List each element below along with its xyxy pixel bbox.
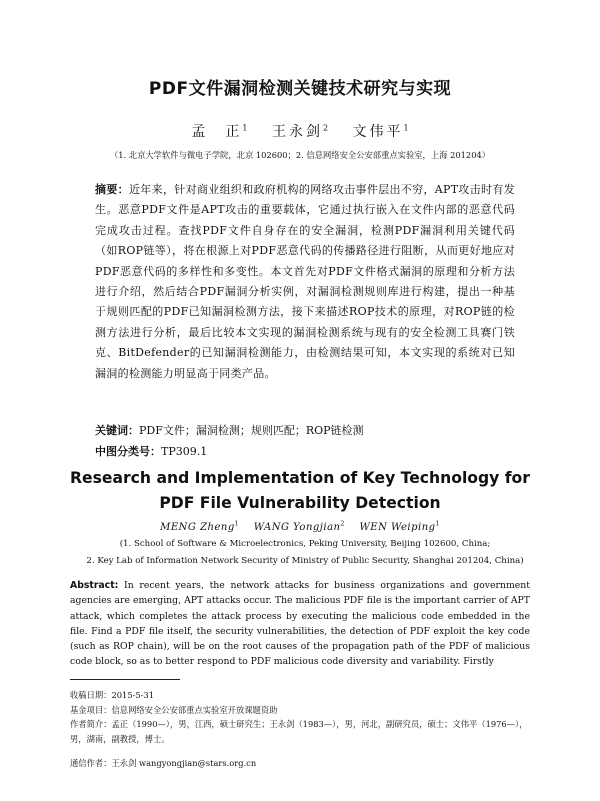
keywords-label: 关键词：: [95, 424, 139, 437]
received-date: 收稿日期：2015-5-31: [70, 690, 155, 700]
chinese-affiliation: （1. 北京大学软件与微电子学院，北京 102600；2. 信息网络安全公安部重点实验室，上海 201204）: [109, 150, 491, 160]
author-meng-zheng-en: MENG Zheng$^1$: [160, 521, 240, 534]
keywords-text: PDF文件；漏洞检测；规则匹配；ROP链检测: [139, 424, 364, 437]
classification-label: 中图分类号：: [95, 445, 161, 458]
chinese-abstract-label: 摘要：: [95, 183, 129, 196]
author-meng-zheng: 孟 正$^1$: [191, 123, 248, 140]
footnote-divider: [70, 679, 180, 680]
chinese-abstract: [95, 180, 515, 384]
english-abstract-text: In recent years, the network attacks for business organizations and government agencies are emerging, APT attacks occur. The malicious PDF file is the important carrier of APT attack, which completes the attack process by executing the malicious code embedded in the file. Find a PDF file itself, the security vulnerabilities, the detection of PDF exploit the key code (such as ROP chain), will be on the root causes of the propagation path of the PDF of malicious code block, so as to better respond to PDF malicious code diversity and variability. Firstly: [70, 580, 530, 668]
fund-note: 基金项目：信息网络安全公安部重点实验室开放课题资助: [70, 704, 278, 715]
footnotes: [70, 688, 535, 771]
author-wen-weiping: 文伟平$^1$: [352, 123, 409, 140]
chinese-keywords: [95, 423, 515, 439]
english-affiliation-line-2: 2. Key Lab of Information Network Security of Ministry of Public Security, Shanghai 201204, China): [86, 556, 524, 566]
english-title: [0, 466, 600, 516]
chinese-title: PDF文件漏洞检测关键技术研究与实现: [148, 79, 452, 99]
author-wang-yongjian-en: WANG Yongjian$^2$: [253, 521, 345, 534]
author-bio: 作者简介：孟正（1990—），男，江西，硕士研究生；王永剑（1983—），男，河北，副研究员，硕士；文伟平（1976—），男，湖南，副教授，博士。: [70, 719, 528, 744]
english-title-line-1: Research and Implementation of Key Technology for: [70, 469, 530, 487]
english-affiliation: [70, 536, 540, 570]
chinese-authors: [0, 121, 600, 141]
classification-text: TP309.1: [161, 445, 208, 458]
corresponding-author: 通信作者：王永剑 wangyongjian@stars.org.cn: [70, 758, 257, 769]
author-wen-weiping-en: WEN Weiping$^1$: [359, 521, 440, 534]
classification-number: [95, 444, 515, 460]
english-affiliation-line-1: (1. School of Software & Microelectronics, Peking University, Beijing 102600, China;: [119, 539, 491, 549]
english-title-line-2: PDF File Vulnerability Detection: [159, 494, 441, 512]
english-authors: [0, 521, 600, 533]
author-wang-yongjian: 王永剑$^2$: [271, 123, 329, 140]
english-abstract-label: Abstract:: [70, 580, 119, 591]
english-abstract: [70, 578, 530, 670]
chinese-abstract-text: 近年来，针对商业组织和政府机构的网络攻击事件层出不穷，APT攻击时有发生。恶意PDF文件是APT攻击的重要载体，它通过执行嵌入在文件内部的恶意代码完成攻击过程。查找PDF文件自身存在的安全漏洞，检测PDF漏洞利用关键代码（如ROP链等），将在根源上对PDF恶意代码的传播路径进行阻断，从而更好地应对PDF恶意代码的多样性和多变性。本文首先对PDF文件格式漏洞的原理和分析方法进行介绍，然后结合PDF漏洞分析实例，对漏洞检测规则库进行构建，提出一种基于规则匹配的PDF已知漏洞检测方法，接下来描述ROP技术的原理，对ROP链的检测方法进行分析，最后比较本文实现的漏洞检测系统与现有的安全检测工具赛门铁克、BitDefender的已知漏洞检测能力，由检测结果可知，本文实现的系统对已知漏洞的检测能力明显高于同类产品。: [95, 183, 515, 380]
